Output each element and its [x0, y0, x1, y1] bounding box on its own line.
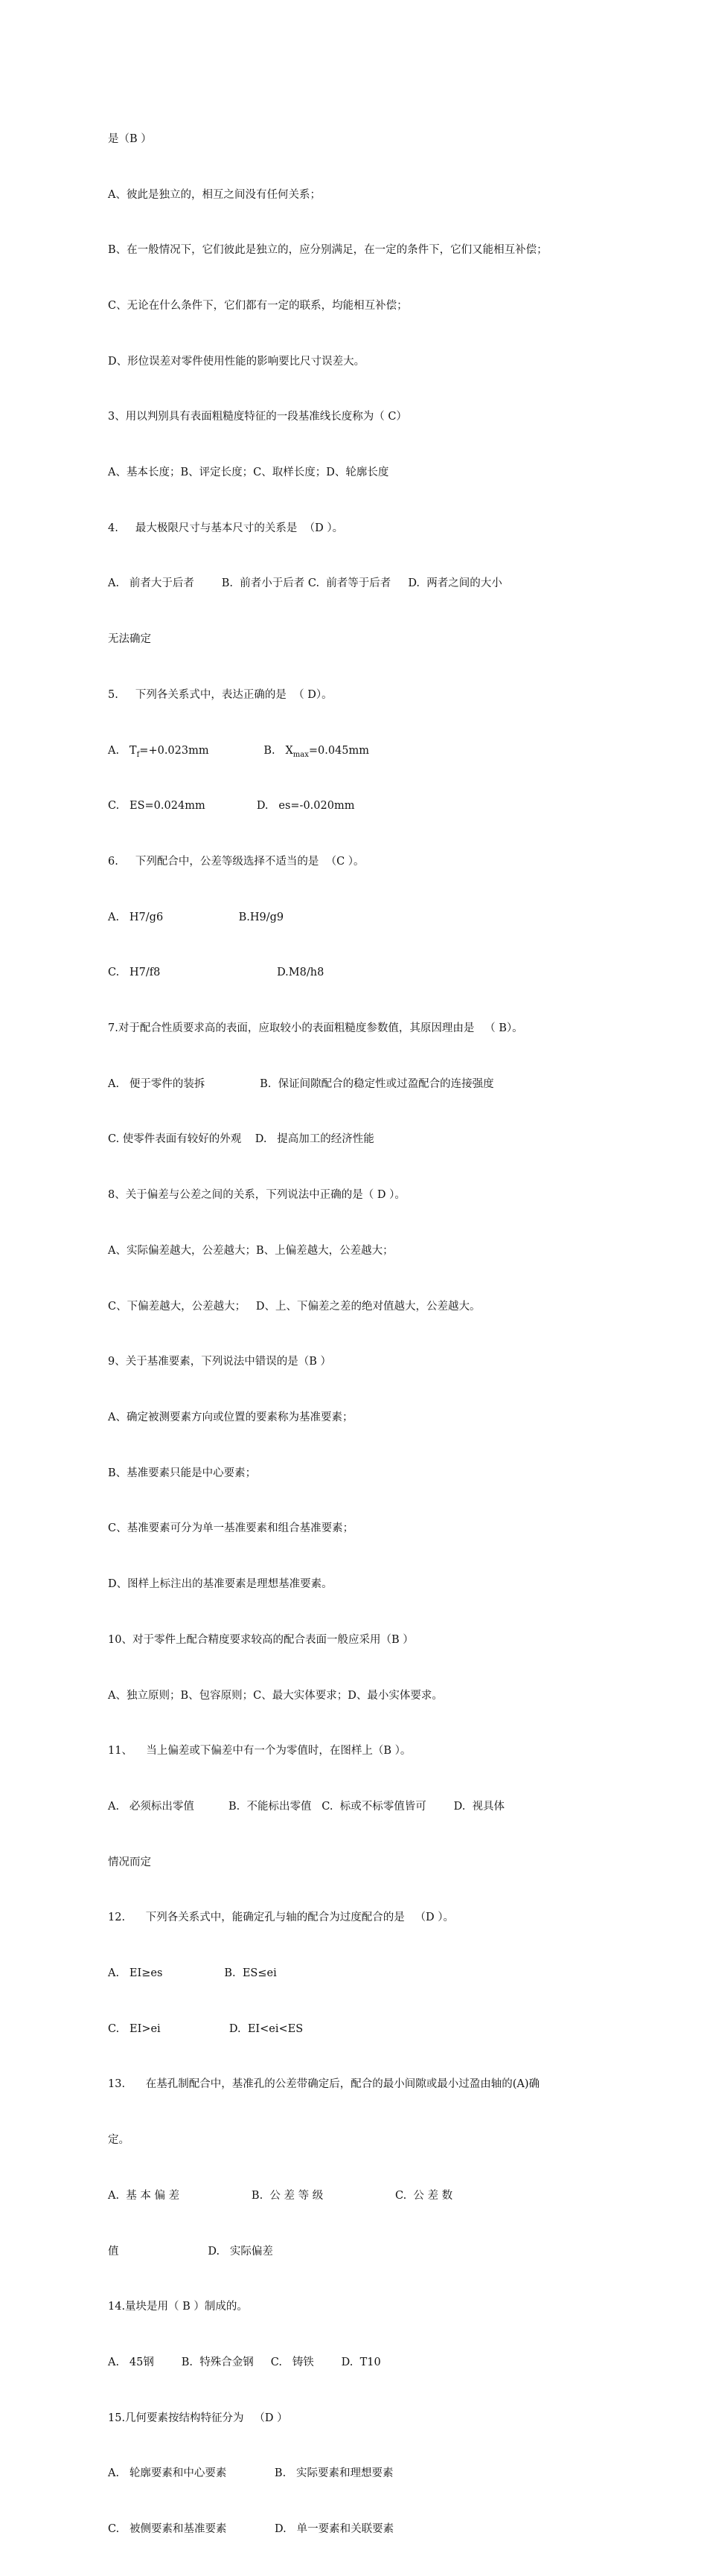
text-line: A. 基 本 偏 差 B. 公 差 等 级 C. 公 差 数 [108, 2189, 453, 2202]
text-fragment: =0.045mm [308, 744, 370, 757]
text-line: A. EI≥es B. ES≤ei [108, 1967, 277, 1980]
text-line: 无法确定 [108, 633, 151, 646]
text-fragment: A. T [108, 744, 137, 757]
text-line: C. 使零件表面有较好的外观 D. 提高加工的经济性能 [108, 1133, 374, 1146]
text-fragment: =+0.023mm B. X [139, 744, 293, 757]
text-line: C. H7/f8 D.M8/h8 [108, 967, 324, 979]
text-line: C、下偏差越大，公差越大； D、上、下偏差之差的绝对值越大，公差越大。 [108, 1300, 481, 1313]
text-line: C. ES=0.024mm D. es=-0.020mm [108, 800, 355, 813]
question-text [108, 93, 603, 2576]
text-line: A. 便于零件的装拆 B. 保证间隙配合的稳定性或过盈配合的连接强度 [108, 1077, 494, 1090]
text-line: 14.量块是用（ B ）制成的。 [108, 2301, 248, 2313]
text-line: 6. 下列配合中，公差等级选择不适当的是 （C ）。 [108, 855, 365, 868]
text-line: A、独立原则；B、包容原则；C、最大实体要求；D、最小实体要求。 [108, 1689, 443, 1702]
text-line: 定。 [108, 2134, 129, 2147]
text-line: B、在一般情况下，它们彼此是独立的，应分别满足，在一定的条件下，它们又能相互补偿； [108, 244, 548, 257]
text-line: 11、 当上偏差或下偏差中有一个为零值时，在图样上（B ）。 [108, 1745, 412, 1758]
text-line: 13. 在基孔制配合中，基准孔的公差带确定后，配合的最小间隙或最小过盈由轴的(A)确 [108, 2078, 540, 2091]
text-line: 是（B ） [108, 132, 152, 145]
text-line: A. 轮廓要素和中心要素 B. 实际要素和理想要素 [108, 2467, 394, 2480]
text-line: A. 45钢 B. 特殊合金钢 C. 铸铁 D. T10 [108, 2356, 381, 2368]
text-line: A、确定被测要素方向或位置的要素称为基准要素； [108, 1411, 354, 1423]
text-line: 3、用以判别具有表面粗糙度特征的一段基准线长度称为（ C） [108, 411, 407, 423]
text-line: 情况而定 [108, 1856, 151, 1868]
text-line: 值 D. 实际偏差 [108, 2245, 273, 2258]
text-line: C. EI>ei D. EI<ei<ES [108, 2022, 304, 2035]
text-line: D、图样上标注出的基准要素是理想基准要素。 [108, 1578, 333, 1591]
text-line: C、无论在什么条件下，它们都有一定的联系，均能相互补偿； [108, 299, 408, 312]
text-line: 8、关于偏差与公差之间的关系，下列说法中正确的是（ D ）。 [108, 1189, 406, 1202]
text-line: 15.几何要素按结构特征分为 （D ） [108, 2412, 288, 2424]
text-line-subscript [108, 742, 603, 760]
text-line: 9、关于基准要素，下列说法中错误的是（B ） [108, 1356, 331, 1368]
text-line: 10、对于零件上配合精度要求较高的配合表面一般应采用（B ） [108, 1633, 414, 1646]
text-line: A. 必须标出零值 B. 不能标出零值 C. 标或不标零值皆可 D. 视具体 [108, 1800, 505, 1813]
text-line: A. 前者大于后者 B. 前者小于后者 C. 前者等于后者 D. 两者之间的大小 [108, 577, 502, 590]
text-line: 7.对于配合性质要求高的表面，应取较小的表面粗糙度参数值，其原因理由是 （ B）。 [108, 1022, 523, 1035]
text-line: 5. 下列各关系式中，表达正确的是 （ D）。 [108, 688, 333, 701]
text-line: C. 被侧要素和基准要素 D. 单一要素和关联要素 [108, 2523, 394, 2536]
text-line: A、基本长度；B、评定长度；C、取样长度；D、轮廓长度 [108, 467, 389, 479]
text-line: 4. 最大极限尺寸与基本尺寸的关系是 （D ）。 [108, 522, 344, 534]
text-line: B、基准要素只能是中心要素； [108, 1467, 257, 1479]
text-line: 12. 下列各关系式中，能确定孔与轴的配合为过度配合的是 （D ）。 [108, 1912, 455, 1924]
text-line: A. H7/g6 B.H9/g9 [108, 911, 284, 923]
subscript: max [292, 750, 309, 759]
text-line: C、基准要素可分为单一基准要素和组合基准要素； [108, 1522, 354, 1535]
subscript: f [136, 750, 140, 759]
text-line: D、形位误差对零件使用性能的影响要比尺寸误差大。 [108, 355, 365, 368]
text-line: A、实际偏差越大，公差越大；B、上偏差越大，公差越大； [108, 1244, 394, 1257]
text-line: A、彼此是独立的，相互之间没有任何关系； [108, 188, 321, 201]
